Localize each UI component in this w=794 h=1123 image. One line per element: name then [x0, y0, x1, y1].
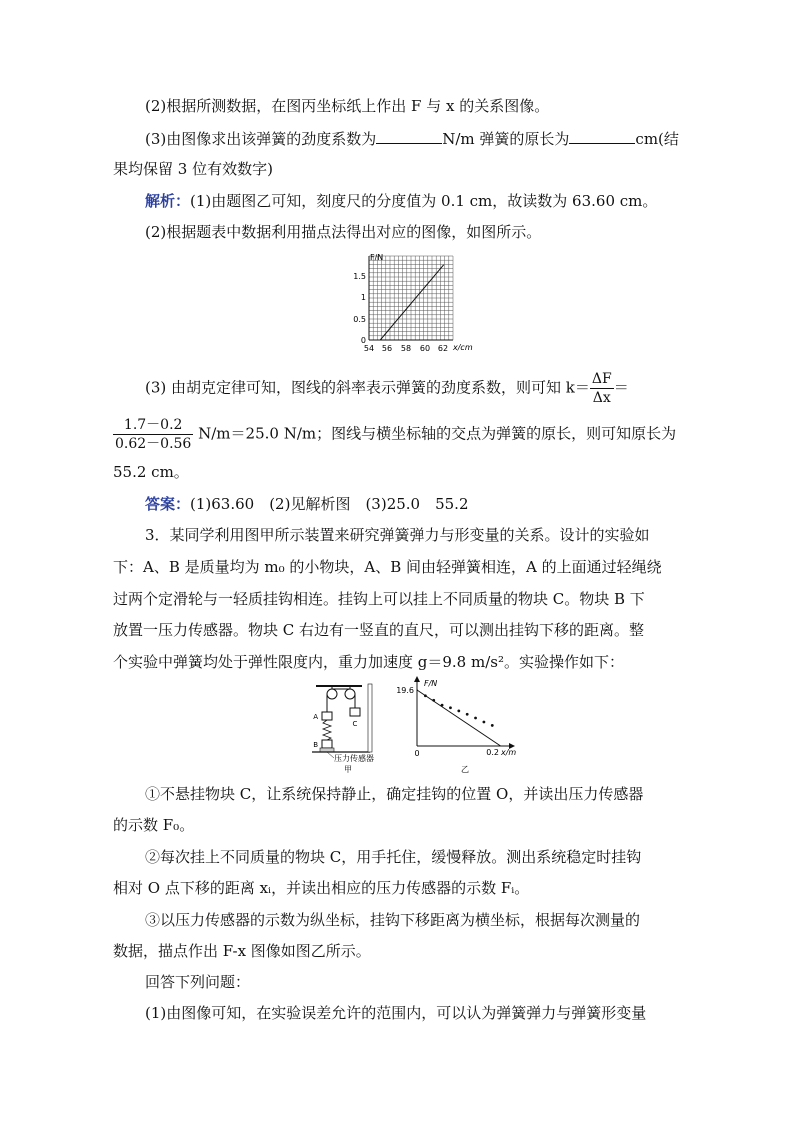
- solution-line-1: [145, 191, 657, 211]
- x-tick-label: 62: [437, 344, 449, 352]
- answer-blank-k: [376, 129, 442, 144]
- problem-3-line-1: 3．某同学利用图甲所示装置来研究弹簧弹力与形变量的关系。设计的实验如: [145, 526, 650, 544]
- data-point: [474, 717, 477, 720]
- step-3-line-1: ③以压力传感器的示数为纵坐标，挂钩下移距离为横坐标，根据每次测量的: [145, 911, 641, 929]
- label-c: C: [352, 720, 358, 728]
- solution-line-3: [145, 370, 629, 407]
- q3-part-c: cm(结: [635, 130, 679, 148]
- step-1-line-1: ①不悬挂物块 C，让系统保持静止，确定挂钩的位置 O，并读出压力传感器: [145, 785, 644, 803]
- y-tick-label: 1.5: [353, 272, 366, 281]
- solution-line-5: 55.2 cm。: [113, 463, 189, 481]
- answer-line: [145, 494, 469, 514]
- answer-label: 答案：: [145, 495, 191, 513]
- origin-label: 0: [414, 749, 420, 758]
- problem-3-line-4: 放置一压力传感器。物块 C 右边有一竖直的直尺，可以测出挂钩下移的距离。整: [113, 621, 645, 639]
- solution-label: 解析：: [145, 192, 191, 210]
- fit-line: [417, 690, 501, 746]
- delta-fraction: [590, 370, 614, 407]
- x-tick-label: 54: [363, 344, 375, 352]
- problem-3-line-3: 过两个定滑轮与一轻质挂钩相连。挂钩上可以挂上不同质量的物块 C。物块 B 下: [113, 590, 645, 608]
- x-axis-label: x/m: [501, 748, 517, 757]
- y-axis-label: F/N: [424, 679, 438, 688]
- x-tick-label: 0.2: [486, 748, 499, 757]
- solution-3-text: (3) 由胡克定律可知，图线的斜率表示弹簧的劲度系数，则可知 k＝: [145, 378, 590, 397]
- block-a: [322, 712, 332, 720]
- y-tick-label: 19.6: [396, 686, 414, 695]
- step-3-line-2: 数据，描点作出 F-x 图像如图乙所示。: [113, 942, 371, 960]
- sensor-leader: [327, 752, 334, 758]
- sensor-label: 压力传感器: [334, 754, 374, 763]
- fraction-numerator: 1.7－0.2: [113, 416, 193, 435]
- q3-part-a: (3)由图像求出该弹簧的劲度系数为: [145, 130, 377, 148]
- y-axis-label: F/N: [370, 253, 384, 262]
- step-2-line-2: 相对 O 点下移的距离 xᵢ，并读出相应的压力传感器的示数 Fᵢ。: [113, 879, 530, 897]
- caption-yi: 乙: [461, 765, 469, 774]
- caption-jia: 甲: [344, 765, 352, 774]
- step-2-line-1: ②每次挂上不同质量的物块 C，用手托住，缓慢释放。测出系统稳定时挂钩: [145, 848, 642, 866]
- question-3-text: [145, 129, 679, 149]
- label-a: A: [313, 713, 318, 721]
- block-b: [322, 740, 332, 748]
- x-tick-label: 58: [400, 344, 412, 352]
- fraction-denominator: Δx: [592, 390, 611, 406]
- figure-f-x-graph-1: [350, 250, 490, 352]
- fraction-denominator: 0.62－0.56: [115, 436, 192, 452]
- y-tick-label: 0: [360, 336, 366, 345]
- equals-sign: ＝: [613, 378, 629, 397]
- question-3-continued: 果均保留 3 位有效数字): [113, 160, 273, 178]
- answer-blank-length: [569, 129, 635, 144]
- question-2-text: (2)根据所测数据，在图丙坐标纸上作出 F 与 x 的关系图像。: [145, 97, 550, 115]
- solution-1-text: (1)由题图乙可知，刻度尺的分度值为 0.1 cm，故读数为 63.60 cm。: [190, 192, 658, 210]
- data-point: [466, 713, 469, 716]
- data-points: [424, 694, 494, 727]
- problem-3-line-2: 下：A、B 是质量均为 m₀ 的小物块，A、B 间由轻弹簧相连，A 的上面通过轻绳绕: [113, 558, 662, 576]
- label-b: B: [313, 741, 318, 749]
- answer-text: (1)63.60 (2)见解析图 (3)25.0 55.2: [190, 495, 469, 513]
- fraction-numerator: ΔF: [591, 371, 612, 387]
- x-axis-label: x/cm: [453, 343, 473, 352]
- solution-line-4: [113, 416, 676, 453]
- numeric-fraction: [113, 416, 193, 453]
- y-axis-arrow: [414, 676, 420, 682]
- x-tick-label: 60: [419, 344, 431, 352]
- x-tick-label: 56: [381, 344, 393, 352]
- question-intro: 回答下列问题：: [145, 973, 251, 991]
- question-1-text: (1)由图像可知，在实验误差允许的范围内，可以认为弹簧弹力与弹簧形变量: [145, 1004, 647, 1022]
- data-point: [483, 721, 486, 724]
- q3-part-b: N/m 弹簧的原长为: [442, 130, 570, 148]
- data-point: [449, 706, 452, 709]
- y-tick-label: 0.5: [353, 315, 366, 324]
- solution-4-text: N/m＝25.0 N/m；图线与横坐标轴的交点为弹簧的原长，则可知原长为: [198, 424, 677, 443]
- figure-f-x-graph-2: [395, 676, 523, 776]
- step-1-line-2: 的示数 F₀。: [113, 816, 195, 834]
- problem-3-line-5: 个实验中弹簧均处于弹性限度内，重力加速度 g＝9.8 m/s²。实验操作如下：: [113, 653, 624, 671]
- y-tick-label: 1: [360, 293, 366, 302]
- pulley-right: [345, 689, 355, 699]
- block-c: [350, 708, 360, 716]
- solution-line-2: (2)根据题表中数据利用描点法得出对应的图像，如图所示。: [145, 223, 542, 241]
- pulley-left: [327, 689, 337, 699]
- data-point: [457, 709, 460, 712]
- ruler: [368, 684, 372, 752]
- spring: [323, 720, 331, 740]
- data-point: [491, 724, 494, 727]
- figure-apparatus: [310, 680, 390, 776]
